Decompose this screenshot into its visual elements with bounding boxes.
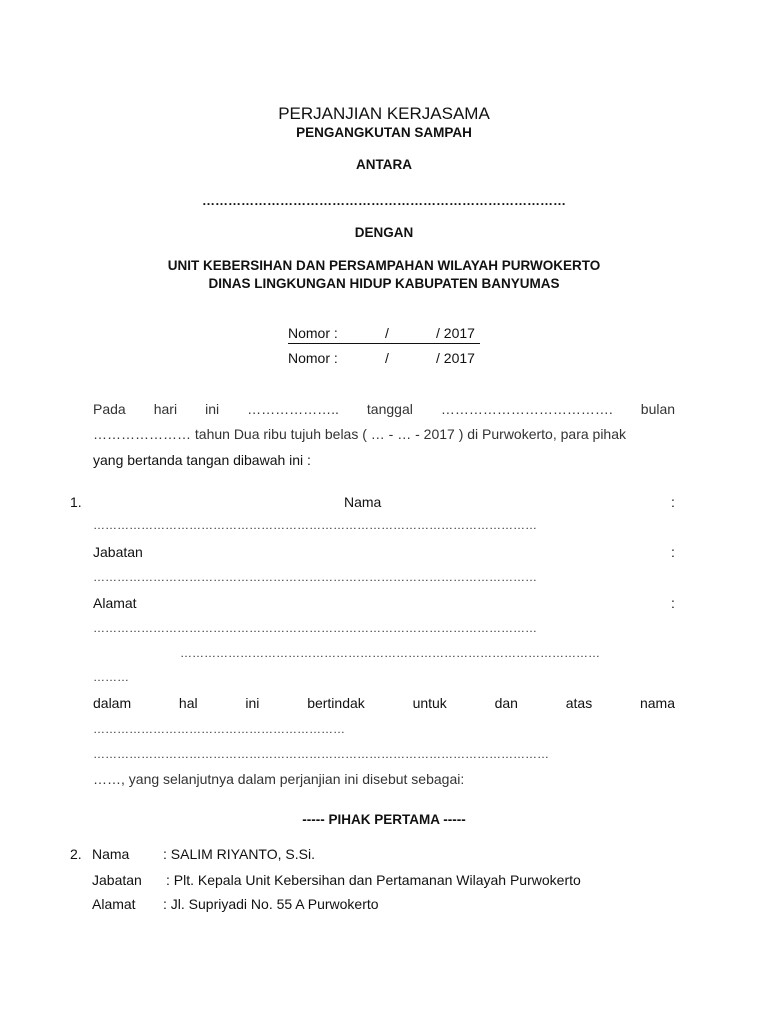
- document-subtitle: PENGANGKUTAN SAMPAH: [296, 125, 472, 140]
- party2-jabatan-label: Jabatan: [92, 872, 142, 888]
- party1-capacity-end: ……, yang selanjutnya dalam perjanjian ini disebut sebagai:: [93, 771, 465, 787]
- party-blank-line: …………………………………………………………………………: [202, 193, 566, 208]
- party1-capacity-dots-2: ……………………………………………………………………………………………………: [93, 747, 549, 761]
- party2-alamat-value: : Jl. Supriyadi No. 55 A Purwokerto: [163, 896, 379, 912]
- nomor-label: Nomor :: [288, 350, 338, 366]
- party1-nama-dots: …………………………………………………………………………………………………: [93, 518, 537, 532]
- document-title: PERJANJIAN KERJASAMA: [278, 104, 490, 123]
- party2-nama-value: : SALIM RIYANTO, S.Si.: [163, 846, 315, 862]
- party2-nama-label: Nama: [92, 846, 130, 862]
- nomor-slash: /: [385, 350, 389, 366]
- nomor-row-1: [288, 325, 480, 344]
- party2-alamat-label: Alamat: [92, 896, 136, 912]
- party1-jabatan-colon: :: [671, 544, 675, 560]
- party1-number: 1.: [70, 494, 82, 510]
- intro-line-3: yang bertanda tangan dibawah ini :: [93, 452, 311, 468]
- party1-capacity-dots-1: ………………………………………………………: [93, 722, 345, 736]
- party1-alamat-label: Alamat: [93, 595, 137, 611]
- party1-alamat-colon: :: [671, 595, 675, 611]
- intro-line-1: Pada hari ini ……………….. tanggal ………………………………. bulan: [93, 401, 676, 417]
- party1-capacity-line: dalam hal ini bertindak untuk dan atas nama: [93, 695, 676, 711]
- party2-number: 2.: [70, 846, 82, 862]
- party1-alamat-dots-1: …………………………………………………………………………………………………: [93, 621, 537, 635]
- pihak-pertama-label: ----- PIHAK PERTAMA -----: [302, 812, 466, 827]
- party1-jabatan-label: Jabatan: [93, 544, 143, 560]
- party1-alamat-dots-2: ……………………………………………………………………………………………: [180, 646, 600, 660]
- dengan-heading: DENGAN: [354, 225, 414, 240]
- nomor-slash: /: [385, 325, 389, 341]
- intro-line-2: ………………… tahun Dua ribu tujuh belas ( … - … - 2017 ) di Purwokerto, para pihak: [93, 426, 626, 442]
- nomor-year: / 2017: [436, 350, 475, 366]
- party1-nama-label: Nama: [344, 494, 382, 510]
- nomor-label: Nomor :: [288, 325, 338, 341]
- party1-alamat-dots-3: ………: [93, 670, 129, 684]
- party1-jabatan-dots: …………………………………………………………………………………………………: [93, 570, 537, 584]
- antara-heading: ANTARA: [356, 157, 412, 172]
- unit-name-line2: DINAS LINGKUNGAN HIDUP KABUPATEN BANYUMAS: [208, 276, 560, 291]
- unit-name-line1: UNIT KEBERSIHAN DAN PERSAMPAHAN WILAYAH PURWOKERTO: [167, 258, 601, 273]
- party2-jabatan-value: : Plt. Kepala Unit Kebersihan dan Pertamanan Wilayah Purwokerto: [166, 872, 581, 888]
- party1-nama-colon: :: [671, 494, 675, 510]
- nomor-year: / 2017: [436, 325, 475, 341]
